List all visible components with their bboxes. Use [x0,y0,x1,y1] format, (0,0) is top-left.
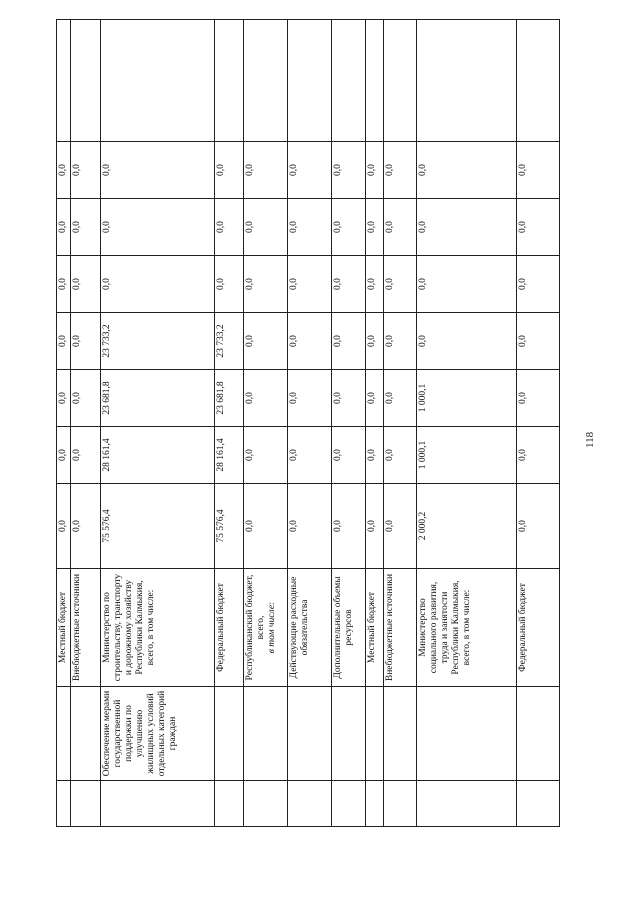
cell-value: 0,0 [384,313,417,370]
cell-value: 0,0 [288,427,332,484]
cell-source [57,569,71,687]
table-row [71,20,101,827]
cell-empty [366,20,384,142]
cell-empty [71,20,101,142]
source-label: Действующие расходные обязательства [289,576,310,679]
cell-value: 0,0 [57,142,71,199]
cell-source [417,569,517,687]
cell-value: 0,0 [366,142,384,199]
cell-empty [244,781,288,827]
cell-source [71,569,101,687]
cell-value: 0,0 [384,427,417,484]
cell-value: 75 576,4 [215,484,244,569]
cell-empty [332,781,366,827]
cell-value: 28 161,4 [215,427,244,484]
table-row [417,20,517,827]
budget-table [56,19,560,827]
cell-value: 0,0 [517,199,560,256]
source-label: Министерство социального развития, труда и занятости Республики Калмыкия, всего, в том числе: [418,580,472,675]
cell-value: 0,0 [384,256,417,313]
cell-empty [244,20,288,142]
cell-event-name [366,687,384,781]
cell-value: 0,0 [101,199,215,256]
cell-empty [332,20,366,142]
source-label: Местный бюджет [58,591,68,664]
cell-value: 0,0 [517,142,560,199]
cell-empty [288,781,332,827]
table-row [332,20,366,827]
cell-empty [215,20,244,142]
cell-value: 28 161,4 [101,427,215,484]
cell-event-name [215,687,244,781]
cell-value: 0,0 [57,370,71,427]
cell-value: 0,0 [57,313,71,370]
table-row [517,20,560,827]
cell-value: 0,0 [417,313,517,370]
cell-event-name [332,687,366,781]
cell-empty [101,781,215,827]
cell-value: 0,0 [517,256,560,313]
cell-value: 0,0 [366,313,384,370]
cell-value: 0,0 [71,313,101,370]
cell-value: 0,0 [332,142,366,199]
rotated-table-sheet [56,20,559,827]
table-row [101,20,215,827]
cell-value: 0,0 [57,484,71,569]
cell-value: 0,0 [288,313,332,370]
cell-value: 23 733,2 [101,313,215,370]
table-row [244,20,288,827]
cell-empty [517,781,560,827]
cell-value: 0,0 [366,484,384,569]
cell-source [244,569,288,687]
cell-empty [57,781,71,827]
cell-value: 0,0 [366,370,384,427]
cell-value: 0,0 [366,427,384,484]
cell-value: 0,0 [215,142,244,199]
cell-value: 0,0 [517,484,560,569]
cell-event-name [517,687,560,781]
cell-source [288,569,332,687]
table-row [288,20,332,827]
cell-value: 0,0 [366,199,384,256]
cell-event-name [244,687,288,781]
cell-value: 0,0 [384,484,417,569]
cell-event-name [417,687,517,781]
cell-value: 0,0 [517,313,560,370]
cell-event-name [384,687,417,781]
cell-value: 0,0 [57,256,71,313]
cell-empty [215,781,244,827]
cell-empty [288,20,332,142]
cell-empty [417,20,517,142]
cell-value: 0,0 [288,370,332,427]
cell-value: 0,0 [332,427,366,484]
source-label-italic: в том числе: [266,601,277,654]
cell-value: 1 000,1 [417,370,517,427]
cell-value: 1 000,1 [417,427,517,484]
source-label: Федеральный бюджет [216,583,226,672]
cell-empty [384,20,417,142]
cell-value: 0,0 [332,256,366,313]
cell-value: 0,0 [244,427,288,484]
cell-value: 0,0 [417,199,517,256]
cell-value: 0,0 [366,256,384,313]
cell-value: 0,0 [71,199,101,256]
page-number: 118 [584,431,596,448]
cell-source [215,569,244,687]
cell-value: 0,0 [244,370,288,427]
cell-value: 0,0 [244,313,288,370]
source-label: Внебюджетные источники [385,573,395,682]
cell-value: 0,0 [101,256,215,313]
table-row [57,20,71,827]
cell-empty [101,20,215,142]
cell-value: 0,0 [71,427,101,484]
cell-value: 23 681,8 [101,370,215,427]
cell-value: 23 733,2 [215,313,244,370]
cell-value: 0,0 [384,199,417,256]
source-label: Министерство по строительству, транспорту и дорожному хозяйству Республики Калмыкия, всего, в том числе: [102,573,156,682]
cell-value: 0,0 [71,370,101,427]
cell-value: 0,0 [288,256,332,313]
cell-event-name: Обеспечение мерами государственной поддержки по улучшению жилищных условий отдельных категорий граждан [101,687,215,781]
source-label: Внебюджетные источники [72,573,82,682]
table-row [366,20,384,827]
cell-value: 0,0 [517,427,560,484]
cell-event-name [71,687,101,781]
cell-value: 0,0 [101,142,215,199]
cell-value: 0,0 [57,199,71,256]
cell-value: 0,0 [71,256,101,313]
source-label: Федеральный бюджет [518,583,528,672]
table-row [384,20,417,827]
table-row [215,20,244,827]
cell-empty [384,781,417,827]
cell-empty [417,781,517,827]
cell-value: 0,0 [57,427,71,484]
source-label: Местный бюджет [367,591,377,664]
cell-source [332,569,366,687]
cell-value: 0,0 [244,199,288,256]
cell-source [517,569,560,687]
cell-value: 0,0 [384,370,417,427]
cell-value: 0,0 [215,256,244,313]
cell-source [101,569,215,687]
cell-value: 0,0 [215,199,244,256]
source-label: Дополнительные объемы ресурсов [333,576,354,679]
cell-event-name [288,687,332,781]
cell-value: 23 681,8 [215,370,244,427]
cell-value: 0,0 [332,313,366,370]
cell-value: 0,0 [244,142,288,199]
cell-source [384,569,417,687]
cell-event-name [57,687,71,781]
cell-value: 0,0 [417,256,517,313]
cell-source [366,569,384,687]
cell-value: 0,0 [332,199,366,256]
cell-value: 0,0 [244,484,288,569]
cell-empty [71,781,101,827]
cell-empty [366,781,384,827]
cell-value: 0,0 [332,370,366,427]
cell-value: 75 576,4 [101,484,215,569]
cell-value: 0,0 [288,199,332,256]
cell-value: 0,0 [71,484,101,569]
cell-value: 0,0 [417,142,517,199]
cell-value: 0,0 [517,370,560,427]
cell-value: 0,0 [332,484,366,569]
cell-empty [517,20,560,142]
cell-value: 2 000,2 [417,484,517,569]
cell-empty [57,20,71,142]
source-label: Республиканский бюджет, всего, [245,574,266,681]
cell-value: 0,0 [288,484,332,569]
cell-value: 0,0 [288,142,332,199]
cell-value: 0,0 [71,142,101,199]
cell-value: 0,0 [244,256,288,313]
cell-value: 0,0 [384,142,417,199]
